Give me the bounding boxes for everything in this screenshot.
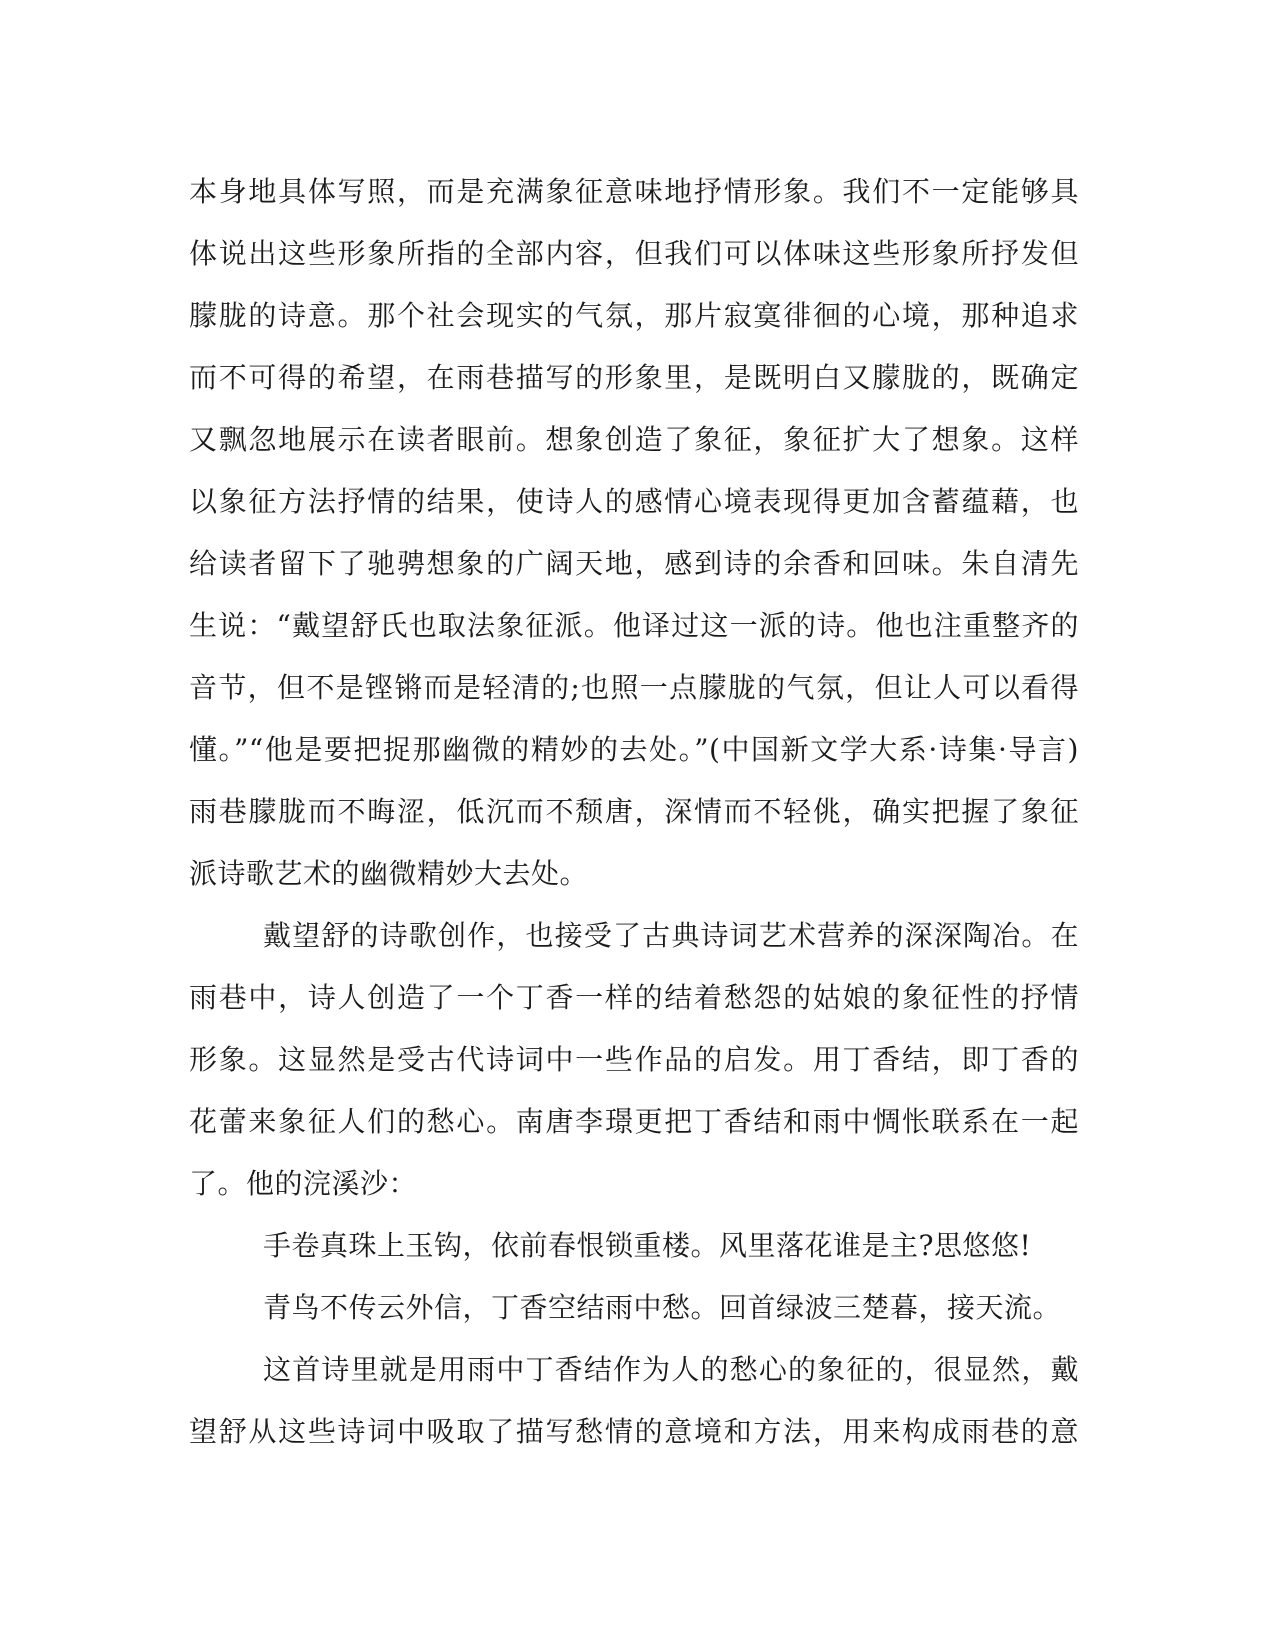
paragraph-2 [189,905,1079,1215]
paragraph-line: 朦胧的诗意。那个社会现实的气氛，那片寂寞徘徊的心境，那种追求 [189,299,1079,332]
paragraph-line: 戴望舒的诗歌创作，也接受了古典诗词艺术营养的深深陶冶。在 [263,919,1079,952]
paragraph-line: 本身地具体写照，而是充满象征意味地抒情形象。我们不一定能够具 [189,175,1079,208]
paragraph-line: 以象征方法抒情的结果，使诗人的感情心境表现得更加含蓄蕴藉，也 [189,485,1079,518]
paragraph-1 [189,161,1079,905]
paragraph-line: 雨巷朦胧而不晦涩，低沉而不颓唐，深情而不轻佻，确实把握了象征 [189,795,1079,828]
paragraph-line: 生说：“戴望舒氏也取法象征派。他译过这一派的诗。他也注重整齐的 [189,609,1079,642]
paragraph-line: 体说出这些形象所指的全部内容，但我们可以体味这些形象所抒发但 [189,237,1079,270]
paragraph-line: 望舒从这些诗词中吸取了描写愁情的意境和方法，用来构成雨巷的意 [189,1415,1079,1448]
poem-line: 手卷真珠上玉钩，依前春恨锁重楼。风里落花谁是主?思悠悠! [263,1229,1032,1262]
paragraph-line: 给读者留下了驰骋想象的广阔天地，感到诗的余香和回味。朱自清先 [189,547,1079,580]
paragraph-line: 懂。”“他是要把捉那幽微的精妙的去处。”(中国新文学大系·诗集·导言) [189,733,1079,766]
paragraph-line: 形象。这显然是受古代诗词中一些作品的启发。用丁香结，即丁香的 [189,1043,1079,1076]
paragraph-line: 又飘忽地展示在读者眼前。想象创造了象征，象征扩大了想象。这样 [189,423,1079,456]
poem-quote [189,1215,1079,1339]
paragraph-line: 了。他的浣溪沙： [189,1167,418,1200]
paragraph-line: 花蕾来象征人们的愁心。南唐李璟更把丁香结和雨中惆怅联系在一起 [189,1105,1079,1138]
poem-line: 青鸟不传云外信，丁香空结雨中愁。回首绿波三楚暮，接天流。 [263,1291,1062,1324]
document-body [189,161,1079,1463]
paragraph-line: 而不可得的希望，在雨巷描写的形象里，是既明白又朦胧的，既确定 [189,361,1079,394]
paragraph-line: 音节，但不是铿锵而是轻清的;也照一点朦胧的气氛，但让人可以看得 [189,671,1079,704]
paragraph-line: 这首诗里就是用雨中丁香结作为人的愁心的象征的，很显然，戴 [263,1353,1079,1386]
paragraph-line: 雨巷中，诗人创造了一个丁香一样的结着愁怨的姑娘的象征性的抒情 [189,981,1079,1014]
paragraph-3 [189,1339,1079,1463]
paragraph-line: 派诗歌艺术的幽微精妙大去处。 [189,857,589,890]
